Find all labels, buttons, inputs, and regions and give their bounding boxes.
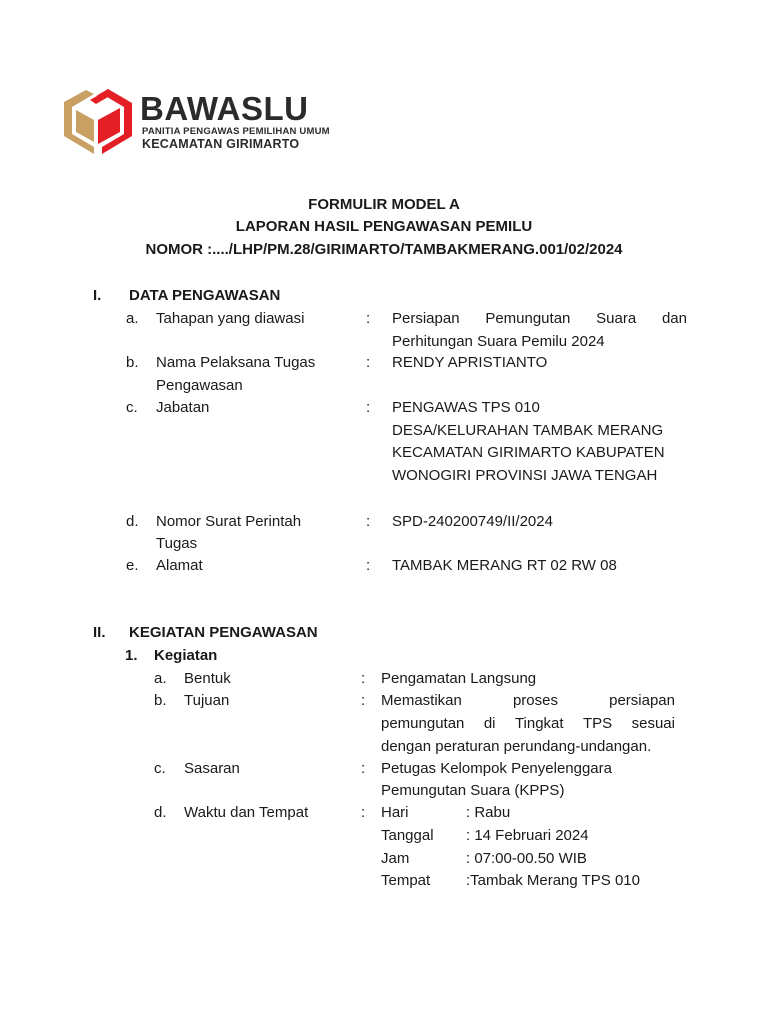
word: Suara xyxy=(596,310,637,327)
item-label: Pengawasan xyxy=(156,377,243,394)
item-label: Tugas xyxy=(156,535,198,552)
section-2-heading: KEGIATAN PENGAWASAN xyxy=(129,624,318,641)
word: proses xyxy=(512,692,558,709)
item-label: Nama Pelaksana Tugas xyxy=(156,354,316,371)
item-value: Pemungutan Suara (KPPS) xyxy=(381,782,565,799)
word: di xyxy=(483,715,496,732)
item-colon: : xyxy=(361,804,366,821)
item-colon: : xyxy=(361,760,366,777)
word: pemungutan xyxy=(381,715,465,732)
item-letter: d. xyxy=(126,513,139,530)
item-colon: : xyxy=(366,310,371,327)
word: Pemungutan xyxy=(485,310,571,327)
item-colon: : xyxy=(366,513,371,530)
item-label: Nomor Surat Perintah xyxy=(156,513,302,530)
item-label: Jabatan xyxy=(156,399,210,416)
item-colon: : xyxy=(366,354,371,371)
item-label: Waktu dan Tempat xyxy=(184,804,309,821)
item-letter: b. xyxy=(154,692,167,709)
item-letter: a. xyxy=(154,670,167,687)
waktu-value-jam: : 07:00-00.50 WIB xyxy=(466,850,587,867)
item-value: DESA/KELURAHAN TAMBAK MERANG xyxy=(392,422,664,439)
item-colon: : xyxy=(361,670,366,687)
logo-subtitle-1: PANITIA PENGAWAS PEMILIHAN UMUM xyxy=(142,126,330,137)
item-value-justified xyxy=(381,690,675,712)
item-label: Tujuan xyxy=(184,692,230,709)
item-value: Pengamatan Langsung xyxy=(381,670,537,687)
item-label: Bentuk xyxy=(184,670,231,687)
word: sesuai xyxy=(631,715,675,732)
item-label: Tahapan yang diawasi xyxy=(156,310,305,327)
item-value: TAMBAK MERANG RT 02 RW 08 xyxy=(392,557,617,574)
item-value: KECAMATAN GIRIMARTO KABUPATEN xyxy=(392,444,665,461)
word: persiapan xyxy=(609,692,675,709)
waktu-value-tanggal: : 14 Februari 2024 xyxy=(466,827,589,844)
form-title: FORMULIR MODEL A xyxy=(308,196,460,213)
item-letter: c. xyxy=(154,760,166,777)
word: Tingkat xyxy=(514,715,564,732)
item-letter: e. xyxy=(126,557,139,574)
item-value: WONOGIRI PROVINSI JAWA TENGAH xyxy=(392,467,658,484)
item-letter: a. xyxy=(126,310,139,327)
item-colon: : xyxy=(366,399,371,416)
item-value: PENGAWAS TPS 010 xyxy=(392,399,540,416)
item-value: dengan peraturan perundang-undangan. xyxy=(381,738,652,755)
word: Memastikan xyxy=(381,692,462,709)
item-letter: b. xyxy=(126,354,139,371)
item-value-justified xyxy=(381,713,675,735)
section-1-number: I. xyxy=(93,287,102,304)
word: TPS xyxy=(583,715,613,732)
word: dan xyxy=(661,310,687,327)
waktu-value-tempat: :Tambak Merang TPS 010 xyxy=(466,872,640,889)
waktu-key-tempat: Tempat xyxy=(381,872,431,889)
item-colon: : xyxy=(366,557,371,574)
report-number: NOMOR :..../LHP/PM.28/GIRIMARTO/TAMBAKMERANG.001/02/2024 xyxy=(145,241,623,258)
item-letter: c. xyxy=(126,399,138,416)
section-1-heading: DATA PENGAWASAN xyxy=(129,287,281,304)
logo-title: BAWASLU xyxy=(140,90,309,127)
waktu-key-tanggal: Tanggal xyxy=(381,827,434,844)
waktu-key-hari: Hari xyxy=(381,804,409,821)
subsection-number: 1. xyxy=(125,647,138,664)
item-letter: d. xyxy=(154,804,167,821)
item-value: RENDY APRISTIANTO xyxy=(392,354,548,371)
section-2-number: II. xyxy=(93,624,106,641)
item-label: Alamat xyxy=(156,557,203,574)
item-value-justified xyxy=(392,308,687,330)
item-value: Perhitungan Suara Pemilu 2024 xyxy=(392,333,605,350)
item-value: Petugas Kelompok Penyelenggara xyxy=(381,760,612,777)
subsection-heading: Kegiatan xyxy=(154,647,218,664)
logo-subtitle-2: KECAMATAN GIRIMARTO xyxy=(142,137,300,151)
item-label: Sasaran xyxy=(184,760,240,777)
item-colon: : xyxy=(361,692,366,709)
waktu-key-jam: Jam xyxy=(381,850,410,867)
item-value: SPD-240200749/II/2024 xyxy=(392,513,553,530)
report-title: LAPORAN HASIL PENGAWASAN PEMILU xyxy=(235,218,533,235)
waktu-value-hari: : Rabu xyxy=(466,804,511,821)
word: Persiapan xyxy=(392,310,460,327)
